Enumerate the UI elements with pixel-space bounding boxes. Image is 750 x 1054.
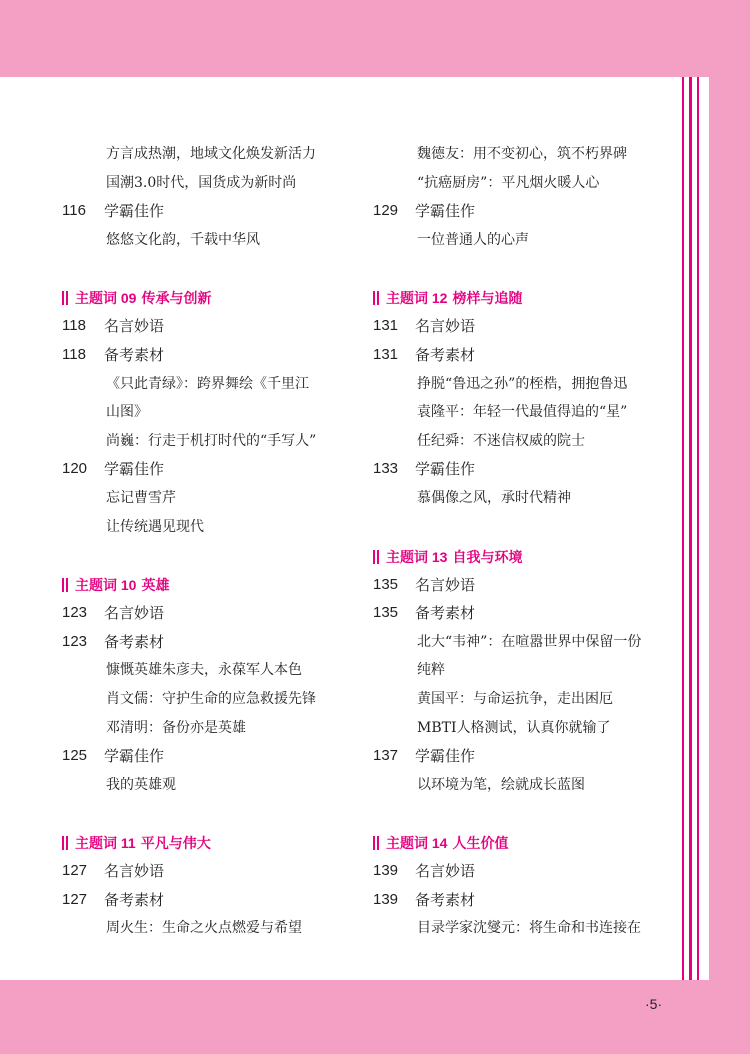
- page-number: 116: [62, 202, 86, 220]
- entry-category: 学霸佳作: [104, 747, 165, 766]
- section-heading-11[interactable]: [62, 829, 362, 857]
- page-number: 118: [62, 345, 86, 363]
- toc-subentry[interactable]: 魏德友：用不变初心，筑不朽界碑: [417, 146, 627, 162]
- section-title: 榜样与追随: [452, 290, 523, 307]
- toc-subentry[interactable]: 《只此青绿》：跨界舞绘《千里江: [106, 375, 309, 392]
- toc-subentry[interactable]: MBTI人格测试，认真你就输了: [417, 719, 611, 736]
- page-number: 120: [62, 460, 88, 478]
- toc-subentry[interactable]: 纯粹: [417, 662, 445, 679]
- page-number: 135: [373, 604, 399, 622]
- toc-entry[interactable]: [373, 455, 673, 484]
- section-heading-09[interactable]: [62, 284, 362, 312]
- section-label: 主题词 12: [386, 290, 448, 307]
- page-number: 127: [62, 890, 88, 908]
- section-title: 人生价值: [452, 835, 509, 852]
- entry-category: 备考素材: [415, 604, 476, 623]
- toc-right-column: [373, 140, 673, 943]
- footer-page-number: ·5·: [645, 996, 663, 1012]
- toc-left-column: [62, 140, 362, 943]
- section-label: 主题词 14: [386, 835, 448, 852]
- toc-entry[interactable]: [373, 599, 673, 628]
- section-title: 平凡与伟大: [140, 835, 211, 852]
- toc-subentry[interactable]: 袁隆平：年轻一代最值得追的“星”: [417, 404, 628, 421]
- page-number: 127: [62, 862, 88, 880]
- entry-category: 学霸佳作: [104, 460, 165, 479]
- page-number: 131: [373, 317, 399, 335]
- decorative-rule: [697, 77, 699, 980]
- toc-subentry[interactable]: 方言成热潮，地域文化焕发新活力: [106, 146, 316, 162]
- toc-subentry[interactable]: “抗癌厨房”：平凡烟火暖人心: [417, 174, 600, 191]
- toc-subentry[interactable]: 挣脱“鲁迅之孙”的桎梏，拥抱鲁迅: [417, 375, 628, 392]
- section-label: 主题词 13: [386, 548, 448, 565]
- page-number: 129: [373, 202, 399, 220]
- entry-category: 备考素材: [104, 345, 165, 364]
- section-heading-13[interactable]: [373, 543, 673, 571]
- toc-entry[interactable]: [62, 886, 362, 915]
- section-label: 主题词 11: [75, 835, 136, 852]
- section-label: 主题词 10: [75, 577, 137, 594]
- section-marker-icon: [373, 291, 380, 305]
- toc-subentry[interactable]: 任纪舜：不迷信权威的院士: [417, 432, 585, 449]
- toc-subentry[interactable]: 一位普通人的心声: [417, 231, 529, 248]
- entry-category: 名言妙语: [104, 604, 165, 623]
- entry-category: 名言妙语: [104, 862, 165, 881]
- section-heading-12[interactable]: [373, 284, 673, 312]
- toc-subentry[interactable]: 以环境为笔，绘就成长蓝图: [417, 776, 585, 793]
- toc-entry[interactable]: [373, 571, 673, 600]
- toc-entry[interactable]: [62, 742, 362, 771]
- toc-entry[interactable]: [373, 341, 673, 370]
- toc-subentry[interactable]: 我的英雄观: [106, 776, 176, 793]
- page-number: 139: [373, 890, 399, 908]
- toc-subentry[interactable]: 目录学家沈燮元：将生命和书连接在: [417, 920, 641, 937]
- toc-subentry[interactable]: 慷慨英雄朱彦夫，永葆军人本色: [106, 662, 302, 679]
- section-marker-icon: [62, 836, 69, 850]
- section-marker-icon: [62, 291, 69, 305]
- toc-entry[interactable]: [62, 341, 362, 370]
- section-heading-14[interactable]: [373, 829, 673, 857]
- page-number: 137: [373, 747, 399, 765]
- toc-subentry[interactable]: 邓清明：备份亦是英雄: [106, 719, 246, 736]
- toc-entry[interactable]: [62, 197, 362, 226]
- toc-entry[interactable]: [373, 857, 673, 886]
- section-title: 英雄: [141, 577, 170, 594]
- toc-entry[interactable]: [62, 312, 362, 341]
- section-marker-icon: [373, 836, 380, 850]
- entry-category: 名言妙语: [415, 575, 476, 594]
- page-number: 131: [373, 345, 399, 363]
- toc-entry[interactable]: [62, 455, 362, 484]
- page-number: 125: [62, 747, 88, 765]
- page-number: 133: [373, 460, 399, 478]
- entry-category: 学霸佳作: [415, 747, 476, 766]
- toc-subentry[interactable]: 北大“韦神”：在喧嚣世界中保留一份: [417, 633, 642, 650]
- toc-subentry[interactable]: 慕偶像之风，承时代精神: [417, 489, 571, 506]
- page-number: 118: [62, 317, 86, 335]
- entry-category: 名言妙语: [415, 862, 476, 881]
- entry-category: 备考素材: [415, 345, 476, 364]
- toc-entry[interactable]: [373, 886, 673, 915]
- toc-entry[interactable]: [62, 628, 362, 657]
- toc-entry[interactable]: [62, 857, 362, 886]
- page-number: 123: [62, 604, 88, 622]
- entry-category: 备考素材: [104, 632, 165, 651]
- toc-subentry[interactable]: 让传统遇见现代: [106, 518, 204, 535]
- page-number: 123: [62, 632, 88, 650]
- toc-entry[interactable]: [373, 312, 673, 341]
- toc-subentry[interactable]: 周火生：生命之火点燃爱与希望: [106, 920, 302, 937]
- section-title: 自我与环境: [452, 548, 523, 565]
- page-number: 135: [373, 575, 399, 593]
- section-title: 传承与创新: [141, 290, 212, 307]
- entry-category: 学霸佳作: [104, 202, 165, 221]
- toc-subentry[interactable]: 国潮3.0时代，国货成为新时尚: [106, 174, 297, 191]
- entry-category: 备考素材: [415, 890, 476, 909]
- toc-entry[interactable]: [373, 742, 673, 771]
- entry-category: 名言妙语: [104, 317, 165, 336]
- entry-category: 名言妙语: [415, 317, 476, 336]
- section-label: 主题词 09: [75, 290, 137, 307]
- toc-subentry[interactable]: 黄国平：与命运抗争，走出困厄: [417, 690, 613, 707]
- section-marker-icon: [373, 550, 380, 564]
- toc-subentry[interactable]: 忘记曹雪芹: [106, 489, 176, 506]
- toc-subentry[interactable]: 山图》: [106, 404, 148, 421]
- toc-entry[interactable]: [373, 197, 673, 226]
- section-heading-10[interactable]: [62, 571, 362, 599]
- decorative-rule: [682, 77, 684, 980]
- toc-subentry[interactable]: 肖文儒：守护生命的应急救援先锋: [106, 690, 316, 707]
- page-number: 139: [373, 862, 399, 880]
- entry-category: 学霸佳作: [415, 202, 476, 221]
- entry-category: 备考素材: [104, 890, 165, 909]
- section-marker-icon: [62, 578, 69, 592]
- decorative-rule: [689, 77, 692, 980]
- toc-entry[interactable]: [62, 599, 362, 628]
- toc-subentry[interactable]: 尚巍：行走于机打时代的“手写人”: [106, 432, 317, 449]
- entry-category: 学霸佳作: [415, 460, 476, 479]
- toc-subentry[interactable]: 悠悠文化韵，千载中华风: [106, 231, 260, 248]
